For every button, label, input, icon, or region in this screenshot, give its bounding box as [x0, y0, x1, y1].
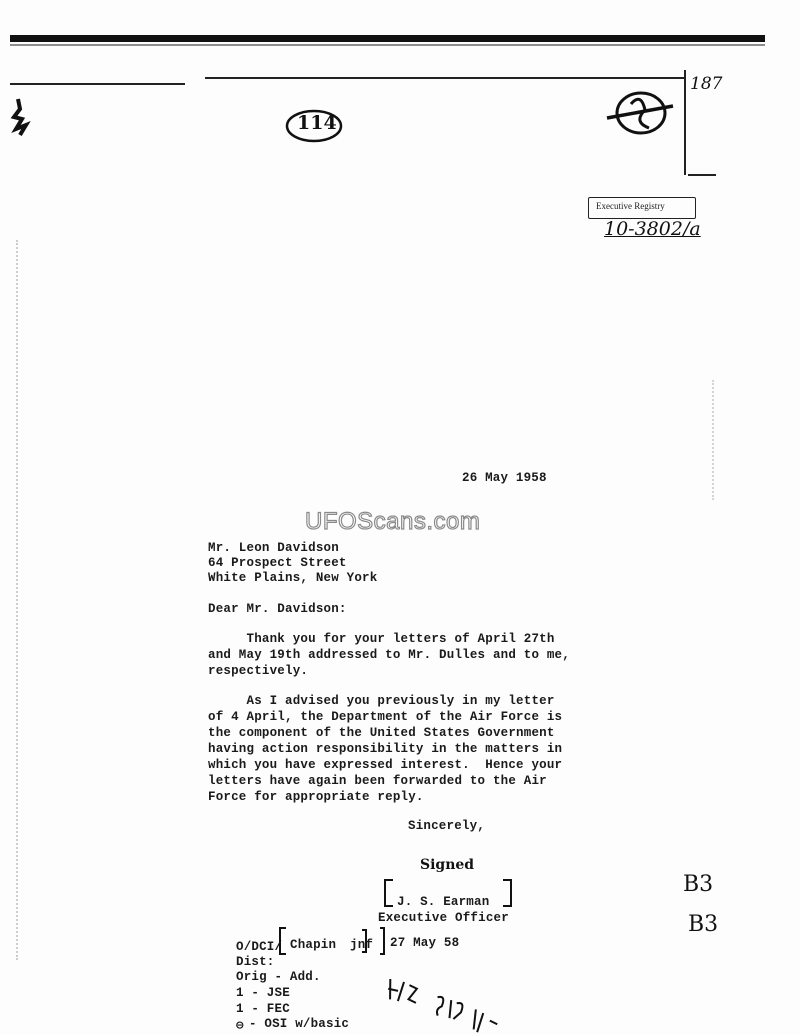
- salutation: Dear Mr. Davidson:: [208, 602, 347, 616]
- margin-mark: B3: [683, 872, 714, 897]
- top-scan-border: [10, 35, 765, 42]
- body-line: the component of the United States Government: [208, 726, 555, 740]
- crossed-out-mark: [605, 88, 675, 138]
- body-line: which you have expressed interest. Hence your: [208, 758, 563, 772]
- routing-originator-initials: jnf: [350, 938, 374, 952]
- address-line: White Plains, New York: [208, 571, 378, 585]
- routing-circle-mark: ⊖: [236, 1019, 244, 1033]
- routing-line: 1 - JSE: [236, 986, 290, 1000]
- header-rule-left: [10, 83, 185, 85]
- routing-originator: O/DCI/: [236, 940, 283, 954]
- header-rule-right: [205, 77, 685, 79]
- body-line: respectively.: [208, 664, 309, 678]
- address-line: Mr. Leon Davidson: [208, 541, 339, 555]
- bottom-handwritten-stamp: [380, 978, 520, 1035]
- top-scan-border-shadow: [10, 44, 765, 46]
- watermark: UFOScans.com: [305, 508, 481, 535]
- stamp-label: Executive Registry: [596, 201, 665, 211]
- body-line: Force for appropriate reply.: [208, 790, 424, 804]
- corner-box-bottom: [688, 174, 716, 176]
- routing-line: - OSI w/basic: [249, 1017, 350, 1031]
- routing-originator-name: Chapin: [290, 938, 337, 952]
- body-line: of 4 April, the Department of the Air Force is: [208, 710, 563, 724]
- margin-scribble: [6, 95, 36, 137]
- routing-dist-label: Dist:: [236, 955, 275, 969]
- body-line: Thank you for your letters of April 27th: [208, 632, 555, 646]
- registry-number: 10-3802/a: [604, 218, 701, 240]
- closing: Sincerely,: [408, 819, 486, 833]
- corner-box-line: [684, 70, 686, 175]
- signer-title: Executive Officer: [378, 911, 509, 925]
- body-line: As I advised you previously in my letter: [208, 694, 555, 708]
- letter-date: 26 May 1958: [462, 471, 547, 485]
- body-line: having action responsibility in the matters in: [208, 742, 563, 756]
- signer-name: J. S. Earman: [397, 895, 490, 909]
- left-margin-dots: [16, 240, 18, 960]
- routing-line: 1 - FEC: [236, 1002, 290, 1016]
- address-line: 64 Prospect Street: [208, 556, 347, 570]
- margin-mark: B3: [688, 912, 719, 937]
- right-margin-dots: [712, 380, 714, 500]
- routing-date: 27 May 58: [390, 936, 460, 950]
- routing-line: Orig - Add.: [236, 970, 321, 984]
- body-line: and May 19th addressed to Mr. Dulles and to me,: [208, 648, 570, 662]
- corner-number: 187: [690, 74, 723, 94]
- signed-mark: Signed: [420, 857, 475, 873]
- body-line: letters have again been forwarded to the Air: [208, 774, 547, 788]
- document-number: 114: [297, 112, 337, 134]
